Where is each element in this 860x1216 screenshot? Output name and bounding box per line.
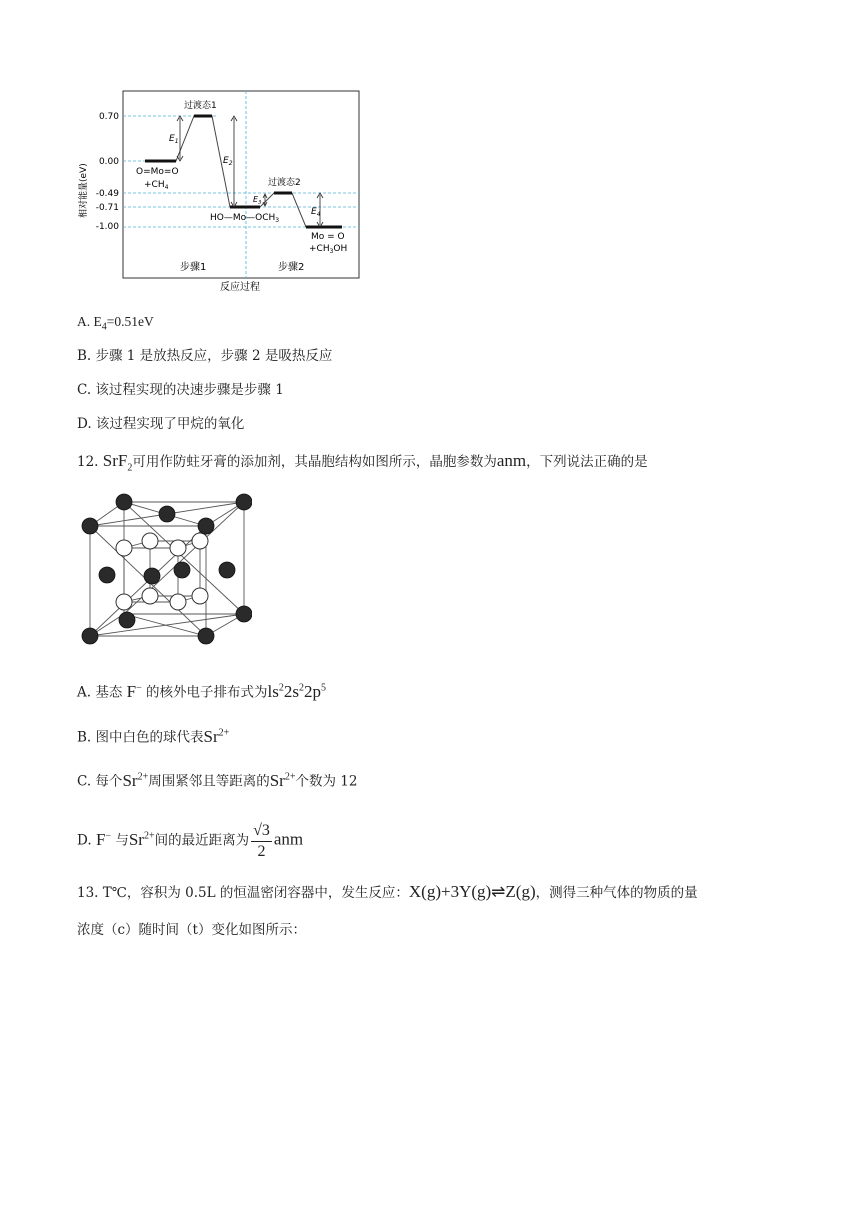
q12-param: anm <box>496 451 527 470</box>
q11-option-b: B. 步骤 1 是放热反应，步骤 2 是吸热反应 <box>77 348 333 364</box>
q11-option-c: C. 该过程实现的决速步骤是步骤 1 <box>77 382 284 398</box>
black-sphere <box>219 562 235 578</box>
q13-line2: 浓度（c）随时间（t）变化如图所示： <box>77 922 306 938</box>
q11-option-d: D. 该过程实现了甲烷的氧化 <box>77 416 245 432</box>
ts1-label: 过渡态1 <box>184 101 217 111</box>
q11-option-a-sub: 4 <box>101 321 107 333</box>
black-sphere <box>198 518 214 534</box>
black-sphere <box>99 567 115 583</box>
q11-option-a-suffix: =0.51eV <box>106 314 154 329</box>
q12-option-a-config: $ls^22s^22p^5$ <box>267 681 327 701</box>
white-sphere <box>142 588 158 604</box>
q12-stem <box>77 451 648 478</box>
white-sphere <box>170 540 186 556</box>
q13-line1 <box>77 882 698 903</box>
x-axis-label: 反应过程 <box>220 282 260 293</box>
q12-option-a-mid: 的核外电子排布式为 <box>146 684 268 701</box>
step2-label: 步骤2 <box>278 262 305 273</box>
energy-profile-diagram <box>70 88 370 300</box>
q12-option-a-prefix: A. 基态 <box>77 684 123 701</box>
intermediate-label: $HO—Mo—OCH_3$ <box>210 213 280 224</box>
q12-option-d-prefix: D. <box>77 832 92 849</box>
white-sphere <box>116 540 132 556</box>
q12-option-b <box>77 723 229 748</box>
q12-stem-mid: 可用作防蛀牙膏的添加剂，其晶胞结构如图所示，晶胞参数为 <box>132 454 497 470</box>
tick-label-neg1.00: -1.00 <box>95 222 119 232</box>
white-sphere <box>192 588 208 604</box>
q12-option-a-ion: F− <box>126 681 142 701</box>
e1-label: $E_1$ <box>169 134 179 145</box>
e3-label: $E_3$ <box>253 195 262 206</box>
y-axis-label: 相对能量(eV) <box>79 163 89 218</box>
white-sphere <box>192 533 208 549</box>
step1-label: 步骤1 <box>180 262 207 273</box>
q12-option-c-mid: 周围紧邻且等距离的 <box>148 773 270 790</box>
q11-option-a <box>77 312 154 338</box>
fraction-numerator: √3 <box>251 821 272 842</box>
q12-option-d-fraction <box>251 821 272 862</box>
black-sphere <box>82 518 98 534</box>
q12-option-d <box>77 812 303 860</box>
q12-option-c-ion1: $Sr^{2+}$ <box>122 770 149 790</box>
product-label-line2: $+CH_3OH$ <box>309 244 348 255</box>
tick-label-0.00: 0.00 <box>98 157 119 167</box>
q12-option-d-mid: 与 <box>115 832 129 849</box>
q13-equation: X(g)+3Y(g)⇌Z(g) <box>408 882 536 901</box>
q12-option-c <box>77 767 357 792</box>
q12-option-c-prefix: C. 每个 <box>77 773 123 790</box>
white-sphere <box>142 533 158 549</box>
e2-label: $E_2$ <box>223 156 233 167</box>
q12-option-c-ion2: $Sr^{2+}$ <box>269 770 296 790</box>
q13-line1-prefix: 13. T℃，容积为 0.5L 的恒温密闭容器中，发生反应： <box>77 885 409 901</box>
tick-label-neg0.71: -0.71 <box>95 203 119 213</box>
reactant-label-line2: $+CH_4$ <box>144 180 169 191</box>
black-sphere <box>159 506 175 522</box>
q12-option-d-mid2: 间的最近距离为 <box>154 832 250 849</box>
white-sphere <box>170 594 186 610</box>
q13-line1-suffix: ，测得三种气体的物质的量 <box>535 885 698 901</box>
tick-label-neg0.49: -0.49 <box>95 189 119 199</box>
q11-option-a-prefix: A. E <box>77 314 102 329</box>
q12-formula: SrF$_2$ <box>102 451 133 474</box>
tick-label-0.70: 0.70 <box>98 112 119 122</box>
e4-label: $E_4$ <box>311 207 321 218</box>
q12-option-a <box>77 678 326 703</box>
reactant-label-line1: O=Mo=O <box>136 167 179 177</box>
fraction-denominator: 2 <box>257 842 266 860</box>
srf2-unit-cell-figure <box>72 490 252 655</box>
black-sphere <box>82 628 98 644</box>
product-label-line1: Mo = O <box>311 232 345 242</box>
q12-option-d-ion2: $Sr^{2+}$ <box>128 829 155 849</box>
ts2-label: 过渡态2 <box>268 178 301 188</box>
black-sphere <box>236 494 252 510</box>
q12-option-b-prefix: B. 图中白色的球代表 <box>77 729 204 746</box>
q12-option-c-end: 个数为 12 <box>295 773 358 790</box>
q12-option-d-unit: anm <box>273 829 304 849</box>
black-sphere <box>116 494 132 510</box>
black-sphere <box>236 606 252 622</box>
q12-option-d-ion1: F− <box>95 829 112 849</box>
q12-number: 12. <box>77 454 99 470</box>
q12-stem-end: ，下列说法正确的是 <box>526 454 648 470</box>
q12-option-b-ion: $Sr^{2+}$ <box>203 726 230 746</box>
black-sphere <box>198 628 214 644</box>
black-sphere <box>144 568 160 584</box>
black-sphere <box>174 562 190 578</box>
